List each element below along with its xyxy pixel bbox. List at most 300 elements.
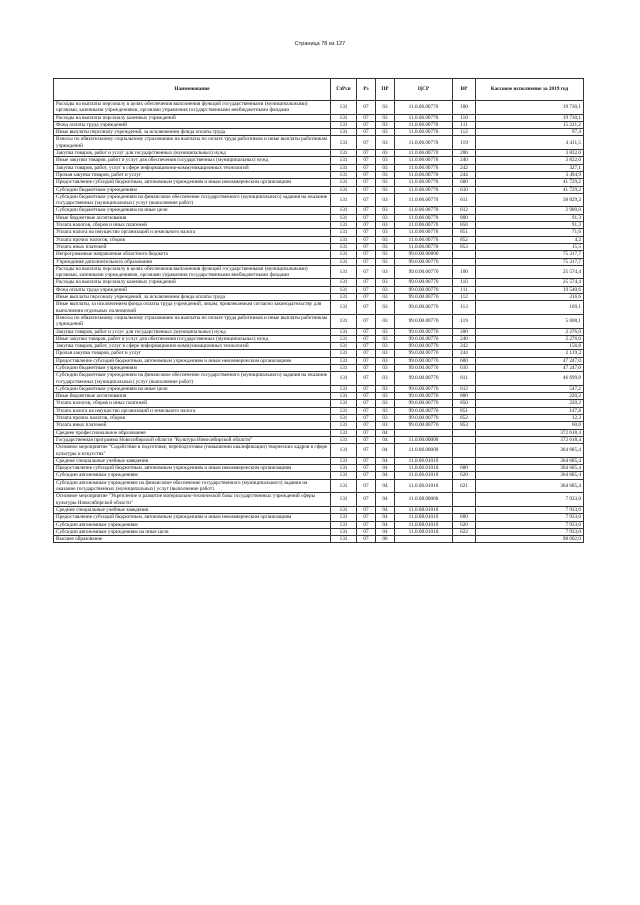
cell-vr: 244 xyxy=(453,350,476,357)
cell-vr: 200 xyxy=(453,150,476,157)
cell-vr: 851 xyxy=(453,229,476,236)
cell-vr: 119 xyxy=(453,136,476,150)
cell-name: Субсидии автономным учреждениям xyxy=(54,521,331,528)
cell-name: Иные выплаты персоналу учреждений, за исключением фонда оплаты труда xyxy=(54,129,331,136)
cell-vr: 853 xyxy=(453,243,476,250)
cell-csr: 11.0.06.01010 xyxy=(395,479,453,493)
cell-csr xyxy=(395,536,453,543)
cell-glrsp: 131 xyxy=(331,314,357,328)
cell-name: Закупка товаров, работ и услуг для государственных (муниципальных) нужд xyxy=(54,150,331,157)
cell-amount: 75 317,7 xyxy=(476,258,584,265)
cell-name: Расходы на выплаты персоналу в целях обеспечения выполнения функций государственными (муниципальными) органами, казенными учреждениями, органами управления государственными внебюджетными фондами xyxy=(54,265,331,279)
cell-name: Иные бюджетные ассигнования xyxy=(54,214,331,221)
cell-name: Закупка товаров, работ и услуг для государственных (муниципальных) нужд xyxy=(54,328,331,335)
cell-rz: 07 xyxy=(357,422,376,429)
cell-vr xyxy=(453,444,476,458)
cell-pr: 04 xyxy=(376,493,395,507)
table-row xyxy=(54,258,584,265)
cell-amount: 91,3 xyxy=(476,222,584,229)
col-header-name: Наименование xyxy=(54,79,331,101)
cell-rz: 07 xyxy=(357,465,376,472)
cell-vr xyxy=(453,258,476,265)
cell-pr: 04 xyxy=(376,514,395,521)
cell-glrsp: 131 xyxy=(331,207,357,214)
cell-pr: 03 xyxy=(376,101,395,115)
cell-csr: 11.0.06.00770 xyxy=(395,136,453,150)
cell-glrsp: 131 xyxy=(331,364,357,371)
cell-csr: 99.0.00.00770 xyxy=(395,385,453,392)
cell-rz: 07 xyxy=(357,521,376,528)
cell-glrsp: 131 xyxy=(331,186,357,193)
cell-csr: 99.0.00.00770 xyxy=(395,258,453,265)
cell-vr: 600 xyxy=(453,179,476,186)
cell-amount: 5 608,1 xyxy=(476,314,584,328)
cell-pr: 03 xyxy=(376,114,395,121)
cell-name: Расходы на выплаты персоналу казенных учреждений xyxy=(54,279,331,286)
cell-amount: 547,2 xyxy=(476,385,584,392)
cell-amount: 91,3 xyxy=(476,214,584,221)
cell-rz: 07 xyxy=(357,343,376,350)
cell-pr: 03 xyxy=(376,357,395,364)
cell-glrsp: 131 xyxy=(331,415,357,422)
table-row xyxy=(54,493,584,507)
cell-name: Субсидии бюджетным учреждениям xyxy=(54,364,331,371)
cell-name: Субсидии автономным учреждениям xyxy=(54,472,331,479)
cell-amount: 3 494,9 xyxy=(476,171,584,178)
cell-csr: 11.0.06.00770 xyxy=(395,236,453,243)
cell-glrsp: 131 xyxy=(331,164,357,171)
cell-vr: 853 xyxy=(453,422,476,429)
cell-glrsp: 131 xyxy=(331,385,357,392)
cell-amount: 364 685,4 xyxy=(476,465,584,472)
cell-amount: 7 933,0 xyxy=(476,493,584,507)
cell-glrsp: 131 xyxy=(331,472,357,479)
cell-pr: 04 xyxy=(376,444,395,458)
cell-amount: 75 317,7 xyxy=(476,251,584,258)
table-row xyxy=(54,179,584,186)
cell-name: Субсидии бюджетным учреждениям на иные цели xyxy=(54,207,331,214)
cell-amount: 19 540,6 xyxy=(476,286,584,293)
cell-amount: 364 685,4 xyxy=(476,444,584,458)
table-row xyxy=(54,457,584,464)
cell-glrsp: 131 xyxy=(331,157,357,164)
cell-csr: 11.0.08.00000 xyxy=(395,493,453,507)
cell-vr: 620 xyxy=(453,472,476,479)
cell-glrsp: 131 xyxy=(331,422,357,429)
cell-amount: 7 933,0 xyxy=(476,521,584,528)
cell-name: Среднее профессиональное образование xyxy=(54,429,331,436)
cell-vr: 242 xyxy=(453,164,476,171)
cell-amount: 220,2 xyxy=(476,393,584,400)
cell-glrsp: 131 xyxy=(331,436,357,443)
cell-csr: 99.0.00.00770 xyxy=(395,400,453,407)
cell-rz: 07 xyxy=(357,314,376,328)
cell-glrsp: 131 xyxy=(331,121,357,128)
cell-glrsp: 131 xyxy=(331,521,357,528)
table-row xyxy=(54,150,584,157)
cell-amount: 15,5 xyxy=(476,243,584,250)
cell-name: Иные закупки товаров, работ и услуг для обеспечения государственных (муниципальных) нужд xyxy=(54,335,331,342)
cell-vr xyxy=(453,251,476,258)
cell-name: Уплата иных платежей xyxy=(54,422,331,429)
cell-rz: 07 xyxy=(357,372,376,386)
cell-amount: 25 574,4 xyxy=(476,279,584,286)
cell-vr: 110 xyxy=(453,279,476,286)
table-row xyxy=(54,207,584,214)
cell-csr: 11.0.06.01010 xyxy=(395,465,453,472)
cell-name: Иные закупки товаров, работ и услуг для обеспечения государственных (муниципальных) нужд xyxy=(54,157,331,164)
cell-name: Учреждения дополнительного образования xyxy=(54,258,331,265)
table-row xyxy=(54,479,584,493)
cell-name: Субсидии бюджетным учреждениям xyxy=(54,186,331,193)
table-row xyxy=(54,385,584,392)
cell-csr: 99.0.00.00770 xyxy=(395,265,453,279)
cell-glrsp: 131 xyxy=(331,229,357,236)
cell-csr: 11.0.06.00770 xyxy=(395,193,453,207)
cell-vr: 100 xyxy=(453,265,476,279)
cell-csr: 99.0.00.00770 xyxy=(395,350,453,357)
table-row xyxy=(54,157,584,164)
cell-name: Субсидии бюджетным учреждениям на финансовое обеспечение государственного (муниципального) задания на оказание государственных (муниципальных) услуг (выполнение работ) xyxy=(54,372,331,386)
cell-pr: 03 xyxy=(376,372,395,386)
cell-name: Предоставление субсидий бюджетным, автономным учреждениям и иным некоммерческим организациям xyxy=(54,179,331,186)
cell-name: Взносы по обязательному социальному страхованию на выплаты по оплате труда работников и иные выплаты работникам учреждений xyxy=(54,314,331,328)
cell-vr: 800 xyxy=(453,214,476,221)
cell-amount: 41 729,2 xyxy=(476,179,584,186)
cell-glrsp: 131 xyxy=(331,193,357,207)
cell-glrsp: 131 xyxy=(331,444,357,458)
cell-csr: 11.0.06.00770 xyxy=(395,129,453,136)
cell-vr: 622 xyxy=(453,528,476,535)
cell-csr: 11.0.06.00770 xyxy=(395,243,453,250)
cell-pr: 03 xyxy=(376,279,395,286)
cell-vr xyxy=(453,429,476,436)
cell-rz: 07 xyxy=(357,364,376,371)
cell-name: Средние специальные учебные заведения xyxy=(54,506,331,513)
cell-glrsp: 131 xyxy=(331,465,357,472)
cell-pr: 03 xyxy=(376,157,395,164)
cell-vr xyxy=(453,506,476,513)
cell-rz: 07 xyxy=(357,393,376,400)
cell-rz: 07 xyxy=(357,101,376,115)
cell-rz: 07 xyxy=(357,528,376,535)
cell-vr: 611 xyxy=(453,193,476,207)
table-row xyxy=(54,393,584,400)
cell-rz: 07 xyxy=(357,479,376,493)
cell-csr: 11.0.06.00770 xyxy=(395,222,453,229)
cell-pr: 03 xyxy=(376,222,395,229)
cell-vr: 600 xyxy=(453,465,476,472)
cell-name: Предоставление субсидий бюджетным, автономным учреждениям и иным некоммерческим организациям xyxy=(54,357,331,364)
cell-pr: 04 xyxy=(376,479,395,493)
cell-amount: 2 276,0 xyxy=(476,335,584,342)
cell-glrsp: 131 xyxy=(331,301,357,315)
cell-rz: 07 xyxy=(357,328,376,335)
cell-rz: 07 xyxy=(357,214,376,221)
cell-csr: 99.0.00.00770 xyxy=(395,279,453,286)
cell-rz: 07 xyxy=(357,415,376,422)
cell-pr: 03 xyxy=(376,258,395,265)
table-row xyxy=(54,364,584,371)
cell-csr: 99.0.00.00770 xyxy=(395,343,453,350)
table-row xyxy=(54,251,584,258)
table-row xyxy=(54,521,584,528)
cell-amount: 71,6 xyxy=(476,229,584,236)
cell-pr: 03 xyxy=(376,236,395,243)
cell-glrsp: 131 xyxy=(331,294,357,301)
cell-vr: 612 xyxy=(453,385,476,392)
cell-csr: 11.0.06.00770 xyxy=(395,157,453,164)
cell-glrsp: 131 xyxy=(331,101,357,115)
cell-rz: 07 xyxy=(357,265,376,279)
table-row xyxy=(54,422,584,429)
cell-glrsp: 131 xyxy=(331,357,357,364)
cell-rz: 07 xyxy=(357,407,376,414)
cell-rz: 07 xyxy=(357,286,376,293)
cell-pr: 03 xyxy=(376,164,395,171)
cell-csr: 11.0.00.00000 xyxy=(395,436,453,443)
cell-pr: 04 xyxy=(376,472,395,479)
cell-csr: 11.0.08.01010 xyxy=(395,506,453,513)
cell-name: Уплата прочих налогов, сборов xyxy=(54,236,331,243)
cell-rz: 07 xyxy=(357,193,376,207)
cell-vr: 113 xyxy=(453,301,476,315)
cell-glrsp: 131 xyxy=(331,393,357,400)
cell-vr: 850 xyxy=(453,222,476,229)
cell-rz: 07 xyxy=(357,243,376,250)
table-row xyxy=(54,164,584,171)
cell-pr: 03 xyxy=(376,328,395,335)
cell-vr: 240 xyxy=(453,335,476,342)
cell-amount: 60,0 xyxy=(476,422,584,429)
cell-amount: 38 829,2 xyxy=(476,193,584,207)
cell-pr: 03 xyxy=(376,207,395,214)
table-row xyxy=(54,279,584,286)
cell-pr: 03 xyxy=(376,251,395,258)
table-row xyxy=(54,121,584,128)
cell-pr: 04 xyxy=(376,506,395,513)
cell-vr: 112 xyxy=(453,294,476,301)
cell-glrsp: 131 xyxy=(331,258,357,265)
cell-amount: 220,2 xyxy=(476,400,584,407)
cell-pr: 04 xyxy=(376,521,395,528)
cell-rz: 07 xyxy=(357,429,376,436)
cell-amount: 4 411,5 xyxy=(476,136,584,150)
cell-pr: 03 xyxy=(376,364,395,371)
cell-rz: 07 xyxy=(357,472,376,479)
cell-name: Уплата налога на имущество организаций и земельного налога xyxy=(54,407,331,414)
cell-csr: 99.0.00.00770 xyxy=(395,286,453,293)
table-row xyxy=(54,429,584,436)
table-row xyxy=(54,444,584,458)
cell-csr: 11.0.06.00770 xyxy=(395,171,453,178)
cell-amount: 41 729,2 xyxy=(476,186,584,193)
cell-pr: 04 xyxy=(376,457,395,464)
table-row xyxy=(54,236,584,243)
cell-vr xyxy=(453,536,476,543)
cell-rz: 07 xyxy=(357,129,376,136)
col-header-pr: ПР xyxy=(376,79,395,101)
cell-glrsp: 131 xyxy=(331,171,357,178)
cell-amount: 2 119,3 xyxy=(476,350,584,357)
cell-rz: 07 xyxy=(357,258,376,265)
cell-vr: 621 xyxy=(453,479,476,493)
cell-csr: 11.0.06.00770 xyxy=(395,186,453,193)
table-row xyxy=(54,465,584,472)
cell-amount: 147,8 xyxy=(476,407,584,414)
cell-csr: 11.0.06.00770 xyxy=(395,214,453,221)
col-header-vr: ВР xyxy=(453,79,476,101)
cell-name: Субсидии бюджетным учреждениям на иные цели xyxy=(54,385,331,392)
table-row xyxy=(54,186,584,193)
cell-amount: 109,1 xyxy=(476,301,584,315)
cell-glrsp: 131 xyxy=(331,243,357,250)
cell-amount: 3 822,0 xyxy=(476,150,584,157)
cell-name: Уплата налогов, сборов и иных платежей xyxy=(54,400,331,407)
cell-rz: 07 xyxy=(357,357,376,364)
cell-amount: 47 247,0 xyxy=(476,364,584,371)
cell-pr: 04 xyxy=(376,436,395,443)
cell-pr: 03 xyxy=(376,265,395,279)
cell-glrsp: 131 xyxy=(331,214,357,221)
cell-amount: 316,6 xyxy=(476,294,584,301)
cell-vr: 611 xyxy=(453,372,476,386)
table-row xyxy=(54,506,584,513)
cell-vr: 244 xyxy=(453,171,476,178)
cell-name: Фонд оплаты труда учреждений xyxy=(54,286,331,293)
cell-pr: 03 xyxy=(376,350,395,357)
cell-rz: 07 xyxy=(357,493,376,507)
cell-amount: 15 221,2 xyxy=(476,121,584,128)
cell-csr: 11.0.06.00770 xyxy=(395,179,453,186)
cell-csr: 99.0.00.00770 xyxy=(395,357,453,364)
cell-csr: 99.0.00.00770 xyxy=(395,393,453,400)
cell-glrsp: 131 xyxy=(331,150,357,157)
cell-amount: 25 574,4 xyxy=(476,265,584,279)
cell-name: Уплата налогов, сборов и иных платежей xyxy=(54,222,331,229)
cell-pr: 04 xyxy=(376,528,395,535)
cell-name: Взносы по обязательному социальному страхованию на выплаты по оплате труда работников и иные выплаты работникам учреждений xyxy=(54,136,331,150)
cell-csr: 11.0.06.00000 xyxy=(395,444,453,458)
table-row xyxy=(54,243,584,250)
cell-csr: 11.0.06.00770 xyxy=(395,121,453,128)
table-row xyxy=(54,314,584,328)
cell-vr: 600 xyxy=(453,514,476,521)
cell-vr: 119 xyxy=(453,314,476,328)
cell-glrsp: 131 xyxy=(331,536,357,543)
cell-glrsp: 131 xyxy=(331,265,357,279)
cell-csr: 99.0.00.00770 xyxy=(395,314,453,328)
col-header-glrsp: ГлРсп xyxy=(331,79,357,101)
table-row xyxy=(54,400,584,407)
cell-pr: 03 xyxy=(376,129,395,136)
cell-pr: 03 xyxy=(376,171,395,178)
cell-csr: 11.0.06.01010 xyxy=(395,472,453,479)
table-row xyxy=(54,222,584,229)
cell-rz: 07 xyxy=(357,294,376,301)
cell-rz: 07 xyxy=(357,186,376,193)
cell-pr: 03 xyxy=(376,407,395,414)
cell-amount: 12,3 xyxy=(476,415,584,422)
budget-table xyxy=(53,78,584,543)
cell-glrsp: 131 xyxy=(331,251,357,258)
cell-pr: 03 xyxy=(376,121,395,128)
cell-glrsp: 131 xyxy=(331,343,357,350)
table-row xyxy=(54,407,584,414)
cell-vr: 110 xyxy=(453,114,476,121)
cell-glrsp: 131 xyxy=(331,236,357,243)
cell-csr: 11.0.08.01010 xyxy=(395,528,453,535)
cell-amount: 2 276,0 xyxy=(476,328,584,335)
cell-csr: 11.0.08.01010 xyxy=(395,514,453,521)
cell-csr: 99.0.00.00770 xyxy=(395,415,453,422)
table-row xyxy=(54,343,584,350)
cell-csr: 11.0.06.00770 xyxy=(395,114,453,121)
cell-name: Прочая закупка товаров, работ и услуг xyxy=(54,171,331,178)
cell-amount: 364 685,4 xyxy=(476,472,584,479)
cell-rz: 07 xyxy=(357,114,376,121)
cell-name: Основное мероприятие "Содействие в подготовке, переподготовке (повышении квалификации) творческих кадров в сфере культуры и искусства" xyxy=(54,444,331,458)
cell-glrsp: 131 xyxy=(331,407,357,414)
cell-name: Фонд оплаты труда учреждений xyxy=(54,121,331,128)
cell-rz: 07 xyxy=(357,150,376,157)
cell-glrsp: 131 xyxy=(331,514,357,521)
col-header-rz: Рз xyxy=(357,79,376,101)
table-row xyxy=(54,294,584,301)
table-row xyxy=(54,101,584,115)
cell-rz: 07 xyxy=(357,229,376,236)
cell-rz: 07 xyxy=(357,385,376,392)
cell-pr: 04 xyxy=(376,429,395,436)
cell-vr: 240 xyxy=(453,157,476,164)
cell-vr: 100 xyxy=(453,101,476,115)
cell-glrsp: 131 xyxy=(331,328,357,335)
cell-rz: 07 xyxy=(357,436,376,443)
cell-name: Субсидии бюджетным учреждениям на финансовое обеспечение государственного (муниципального) задания на оказание государственных (муниципальных) услуг (выполнение работ) xyxy=(54,193,331,207)
cell-pr: 04 xyxy=(376,465,395,472)
table-row xyxy=(54,129,584,136)
cell-pr: 03 xyxy=(376,193,395,207)
cell-pr: 03 xyxy=(376,400,395,407)
cell-rz: 07 xyxy=(357,350,376,357)
cell-glrsp: 131 xyxy=(331,372,357,386)
table-row xyxy=(54,193,584,207)
cell-amount: 97,4 xyxy=(476,129,584,136)
cell-pr: 03 xyxy=(376,343,395,350)
cell-name: Субсидии автономным учреждениям на финансовое обеспечение государственного (муниципального) задания на оказание государственных (муниципальных) услуг (выполнение работ) xyxy=(54,479,331,493)
cell-vr: 620 xyxy=(453,521,476,528)
cell-name: Уплата налога на имущество организаций и земельного налога xyxy=(54,229,331,236)
cell-vr: 600 xyxy=(453,357,476,364)
cell-glrsp: 131 xyxy=(331,335,357,342)
cell-glrsp: 131 xyxy=(331,114,357,121)
table-row xyxy=(54,171,584,178)
cell-glrsp: 131 xyxy=(331,493,357,507)
cell-csr: 11.0.06.00770 xyxy=(395,207,453,214)
cell-vr: 851 xyxy=(453,407,476,414)
cell-csr: 11.0.06.00770 xyxy=(395,101,453,115)
cell-vr xyxy=(453,436,476,443)
cell-glrsp: 131 xyxy=(331,528,357,535)
cell-csr: 11.0.06.00770 xyxy=(395,150,453,157)
cell-glrsp: 131 xyxy=(331,506,357,513)
cell-csr: 99.0.00.00770 xyxy=(395,407,453,414)
cell-vr: 112 xyxy=(453,129,476,136)
cell-name: Уплата иных платежей xyxy=(54,243,331,250)
cell-name: Высшее образование xyxy=(54,536,331,543)
cell-vr xyxy=(453,493,476,507)
cell-name: Иные выплаты, за исключением фонда оплаты труда учреждений, лицам, привлекаемым согласно законодательству для выполнения отдельных полномочий xyxy=(54,301,331,315)
